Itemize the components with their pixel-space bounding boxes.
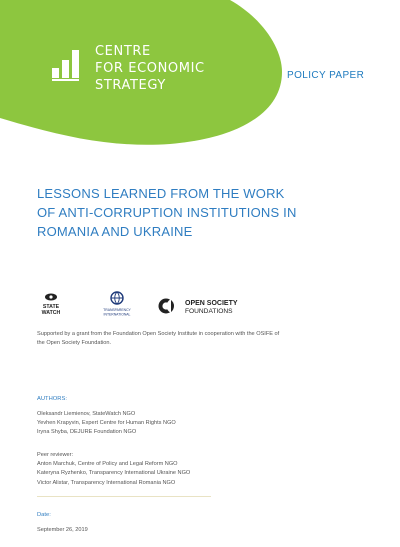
title-line: OF ANTI-CORRUPTION INSTITUTIONS IN bbox=[37, 205, 297, 220]
transparency-international-logo-icon bbox=[97, 290, 137, 318]
statewatch-logo-line: WATCH bbox=[41, 310, 61, 316]
author-item: Yevhen Krapyvin, Expert Centre for Human Rights NGO bbox=[37, 420, 176, 427]
transparency-logo-line: INTERNATIONAL bbox=[103, 312, 131, 317]
support-line: Supported by a grant from the Foundation Open Society Institute in cooperation with the OSIFE of bbox=[37, 331, 280, 337]
reviewer-item: Kateryna Ryzhenko, Transparency International Ukraine NGO bbox=[37, 470, 191, 477]
section-divider bbox=[37, 496, 211, 497]
open-society-foundations-logo-icon bbox=[157, 294, 267, 318]
reviewer-item: Victor Alistar, Transparency International Romania NGO bbox=[37, 479, 176, 486]
partner-logos bbox=[37, 290, 267, 320]
peer-reviewers bbox=[37, 451, 190, 488]
support-statement bbox=[37, 330, 367, 348]
reviewer-item: Anton Marchuk, Centre of Policy and Legal Reform NGO bbox=[37, 461, 178, 468]
authors-list bbox=[37, 410, 176, 438]
doc-type-label: POLICY PAPER bbox=[287, 70, 365, 81]
title-line: LESSONS LEARNED FROM THE WORK bbox=[37, 186, 285, 201]
org-name-line: FOR ECONOMIC bbox=[95, 61, 205, 76]
author-item: Oleksandr Liemienov, StateWatch NGO bbox=[37, 411, 136, 417]
statewatch-logo-icon bbox=[37, 290, 65, 318]
publication-date: September 26, 2019 bbox=[37, 527, 88, 533]
author-item: Iryna Shyba, DEJURE Foundation NGO bbox=[37, 429, 137, 436]
authors-label: AUTHORS: bbox=[37, 396, 67, 402]
support-line: the Open Society Foundation. bbox=[37, 340, 112, 346]
org-name-line: STRATEGY bbox=[95, 78, 166, 93]
osf-logo-line: FOUNDATIONS bbox=[185, 308, 233, 315]
osf-logo-line: OPEN SOCIETY bbox=[185, 300, 238, 307]
cfe-logo-icon bbox=[52, 46, 88, 82]
transparency-logo-line: TRANSPARENCY bbox=[103, 308, 131, 312]
date-label: Date: bbox=[37, 512, 51, 518]
org-name-line: CENTRE bbox=[95, 44, 151, 59]
org-name bbox=[95, 43, 205, 94]
statewatch-logo-line: STATE bbox=[42, 304, 60, 310]
title-line: ROMANIA AND UKRAINE bbox=[37, 224, 193, 239]
document-title bbox=[37, 184, 367, 241]
reviewers-label: Peer reviewer: bbox=[37, 452, 74, 458]
